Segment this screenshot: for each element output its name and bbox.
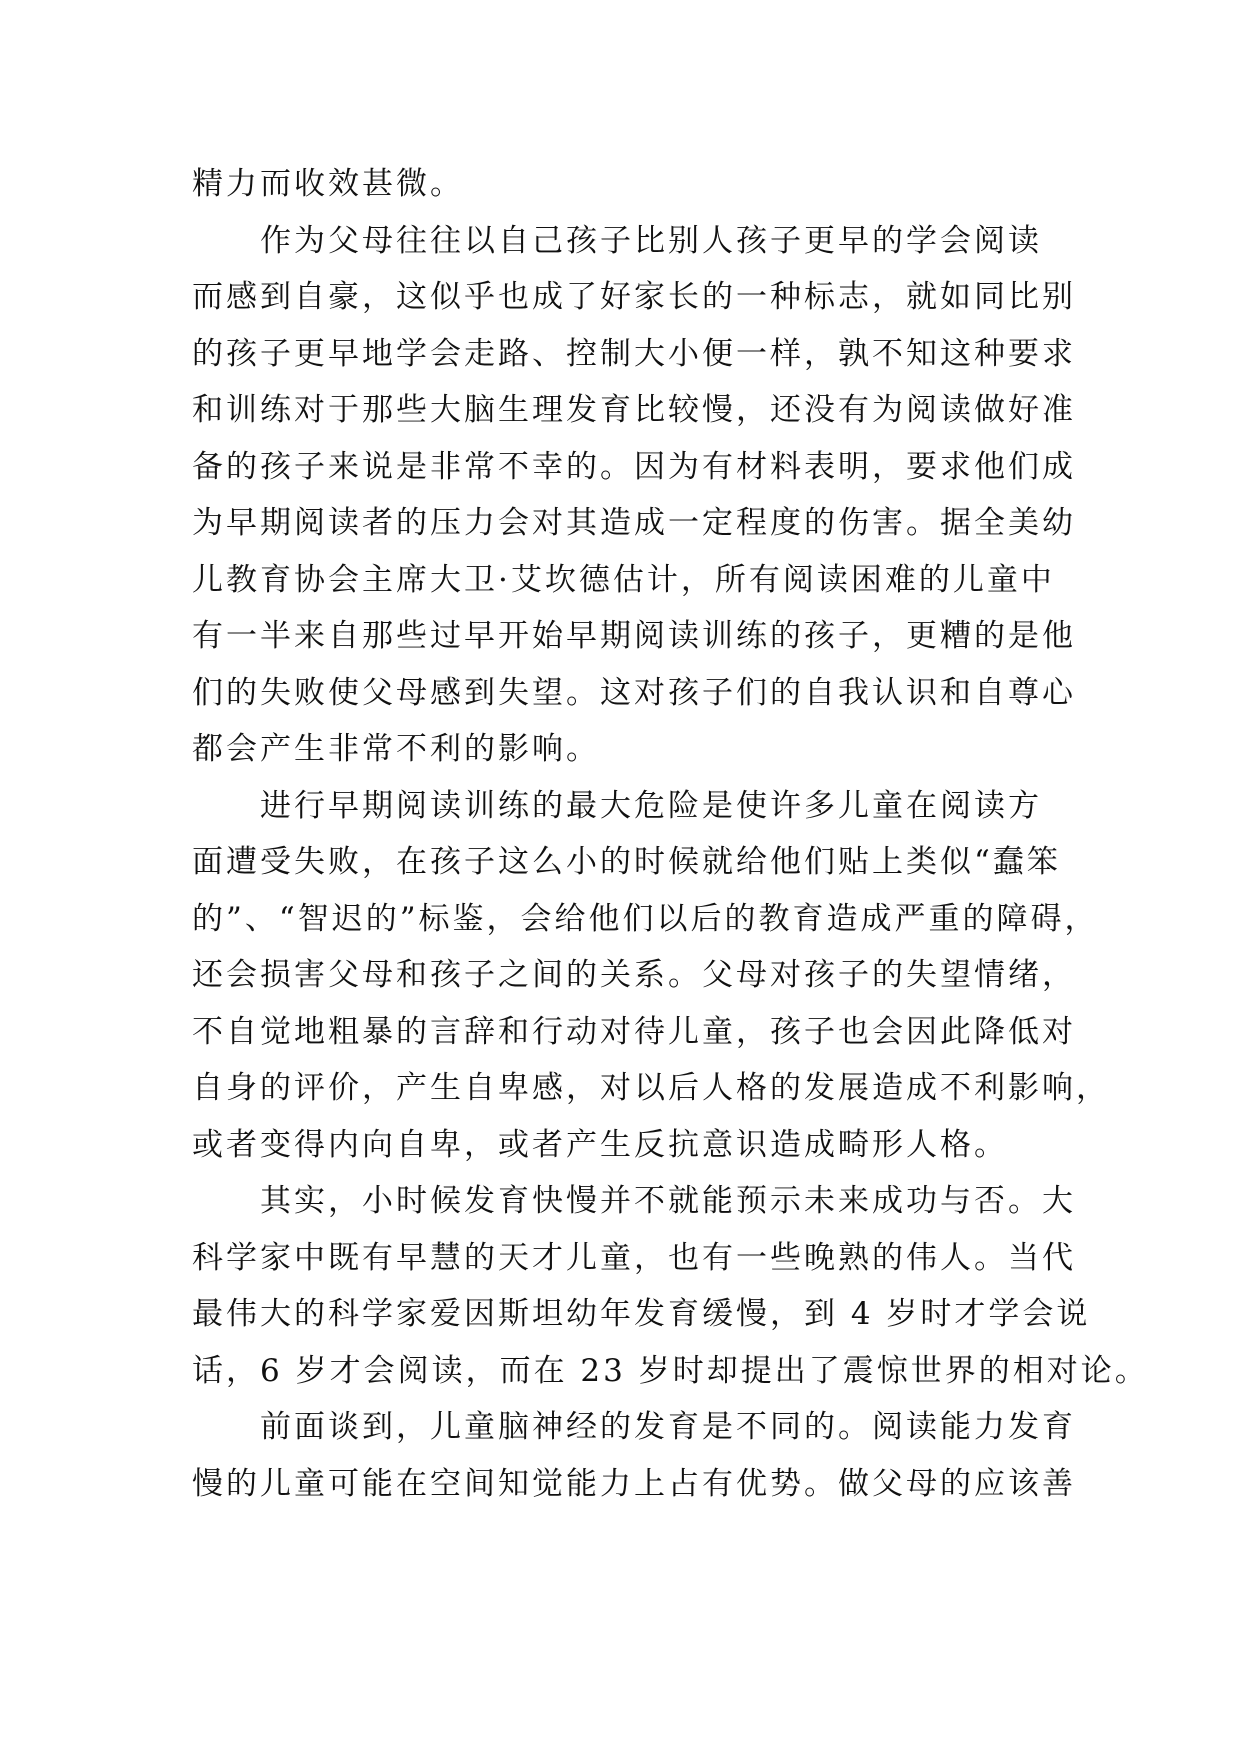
text-line: 或者变得内向自卑，或者产生反抗意识造成畸形人格。 [192,1126,1008,1163]
text-line: 科学家中既有早慧的天才儿童，也有一些晚熟的伟人。当代 [192,1239,1076,1276]
text-line: 为早期阅读者的压力会对其造成一定程度的伤害。据全美幼 [192,505,1076,541]
text-line: 面遭受失败，在孩子这么小的时候就给他们贴上类似“蠢笨 [192,844,1061,880]
text-line: 和训练对于那些大脑生理发育比较慢，还没有为阅读做好准 [192,392,1076,428]
text-line: 儿教育协会主席大卫·艾坎德估计，所有阅读困难的儿童中 [192,561,1055,598]
text-line: 都会产生非常不利的影响。 [192,731,600,767]
text-line: 进行早期阅读训练的最大危险是使许多儿童在阅读方 [260,787,1042,824]
text-line: 还会损害父母和孩子之间的关系。父母对孩子的失望情绪， [192,957,1076,993]
text-line: 自身的评价，产生自卑感，对以后人格的发展造成不利影响， [192,1070,1110,1106]
text-line: 其实，小时候发育快慢并不就能预示未来成功与否。大 [260,1183,1076,1219]
text-line: 作为父母往往以自己孩子比别人孩子更早的学会阅读 [260,222,1042,259]
text-line: 备的孩子来说是非常不幸的。因为有材料表明，要求他们成 [192,448,1076,485]
paragraph-1 [192,156,1062,213]
text-line: 而感到自豪，这似乎也成了好家长的一种标志，就如同比别 [192,279,1076,315]
paragraph-2 [192,213,1076,778]
text-line: 话，6 岁才会阅读，而在 23 岁时却提出了震惊世界的相对论。 [192,1352,1149,1389]
text-line: 有一半来自那些过早开始早期阅读训练的孩子，更糟的是他 [192,618,1076,654]
text-line: 的孩子更早地学会走路、控制大小便一样，孰不知这种要求 [192,335,1076,372]
text-line: 前面谈到，儿童脑神经的发育是不同的。阅读能力发育 [260,1409,1076,1445]
text-line: 们的失败使父母感到失望。这对孩子们的自我认识和自尊心 [192,674,1076,711]
text-line: 最伟大的科学家爱因斯坦幼年发育缓慢，到 4 岁时才学会说 [192,1296,1091,1332]
text-line: 慢的儿童可能在空间知觉能力上占有优势。做父母的应该善 [192,1465,1076,1502]
text-line: 的”、“智迟的”标鉴，会给他们以后的教育造成严重的障碍， [192,900,1099,937]
paragraph-4 [192,1173,1149,1399]
text-line: 不自觉地粗暴的言辞和行动对待儿童，孩子也会因此降低对 [192,1013,1076,1050]
text-line: 精力而收效甚微。 [192,166,464,202]
paragraph-3 [192,778,1110,1174]
body-text [192,156,1149,1512]
paragraph-5 [192,1399,1076,1512]
